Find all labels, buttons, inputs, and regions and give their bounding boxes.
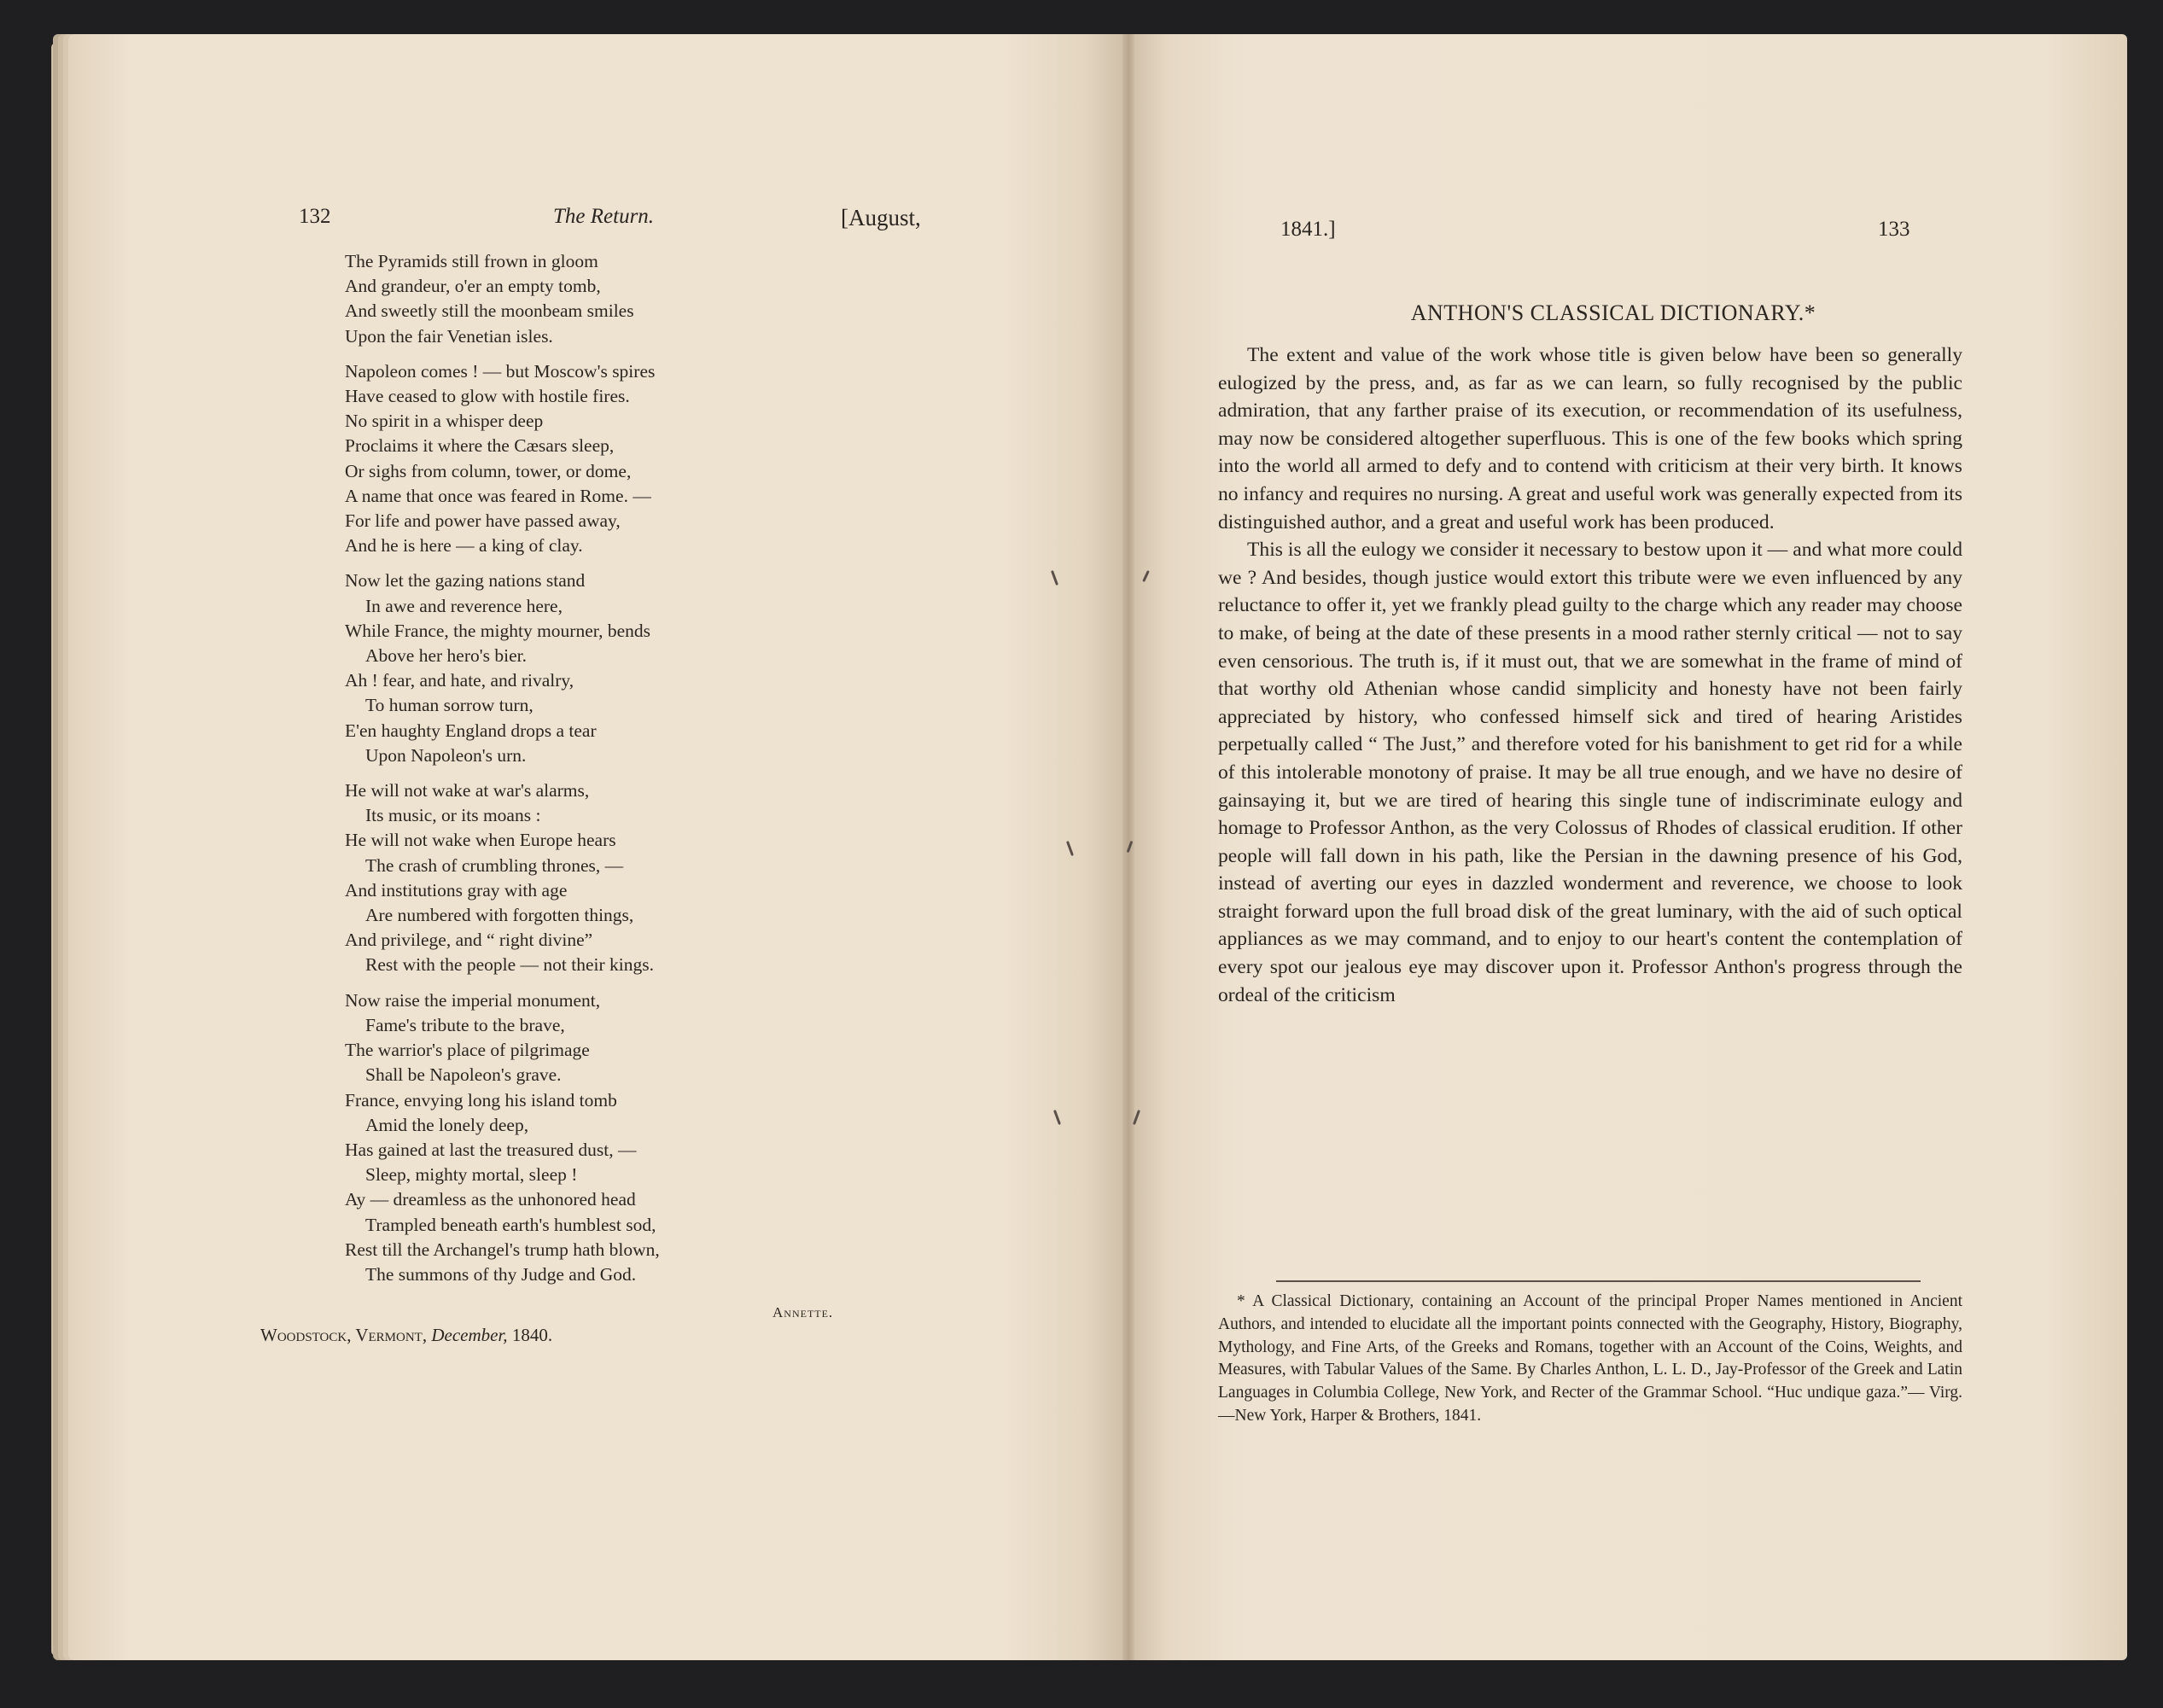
poem-line: Proclaims it where the Cæsars sleep,	[345, 435, 615, 457]
poem-line: Its music, or its moans :	[365, 805, 541, 826]
poem-line: And he is here — a king of clay.	[345, 535, 583, 557]
poem-line: The Pyramids still frown in gloom	[345, 251, 598, 271]
left-page-number: 132	[299, 205, 331, 228]
poem-line: Now let the gazing nations stand	[345, 570, 586, 592]
poem-line: He will not wake at war's alarms,	[345, 780, 590, 802]
page-edges	[51, 43, 70, 1656]
poem-stanza	[345, 249, 857, 349]
poem-stanza	[345, 988, 857, 1287]
poem-line: Fame's tribute to the brave,	[365, 1014, 565, 1035]
poem-line: The crash of crumbling thrones, —	[365, 854, 624, 876]
poem	[345, 249, 857, 1297]
poem-line: Napoleon comes ! — but Moscow's spires	[345, 360, 656, 382]
poem-line: And institutions gray with age	[345, 879, 568, 901]
poem-dateline	[260, 1325, 552, 1346]
poem-line: E'en haughty England drops a tear	[345, 720, 597, 741]
poem-line: No spirit in a whisper deep	[345, 411, 544, 432]
left-date-header: [August,	[841, 205, 921, 230]
poem-signature: Annette.	[772, 1304, 834, 1320]
poem-stanza	[345, 778, 857, 978]
poem-line: Are numbered with forgotten things,	[365, 905, 634, 926]
dateline-year: 1840.	[511, 1325, 553, 1345]
dateline-place: Woodstock, Vermont,	[260, 1325, 428, 1345]
footnote-text: * A Classical Dictionary, containing an Account of the principal Proper Names mentioned in Ancient Authors, and intended to elucidate all the important points connected with the Geography, History, Biography, Mythology, and Fine Arts, of the Greeks and Romans, together with an Account of the Coins, Weights, and Measures, with Tabular Values of the Same. By Charles Anthon, L. L. D., Jay-Professor of the Greek and Latin Languages in Columbia College, New York, and Recter of the Grammar School. “Huc undique gaza.”— Virg.—New York, Harper & Brothers, 1841.	[1218, 1292, 1962, 1425]
poem-line: Have ceased to glow with hostile fires.	[345, 386, 630, 407]
footnote-rule	[1276, 1280, 1921, 1282]
poem-line: In awe and reverence here,	[365, 595, 563, 616]
poem-line: And grandeur, o'er an empty tomb,	[345, 276, 601, 297]
poem-line: For life and power have passed away,	[345, 510, 621, 532]
poem-line: He will not wake when Europe hears	[345, 830, 616, 851]
poem-line: Or sighs from column, tower, or dome,	[345, 460, 632, 481]
right-date-header: 1841.]	[1280, 218, 1336, 241]
poem-line: The warrior's place of pilgrimage	[345, 1040, 590, 1061]
poem-line: Now raise the imperial monument,	[345, 989, 601, 1011]
footnote	[1218, 1291, 1962, 1428]
poem-stanza	[345, 568, 857, 768]
poem-line: And sweetly still the moonbeam smiles	[345, 300, 634, 322]
poem-line: Above her hero's bier.	[365, 645, 527, 667]
poem-line: Amid the lonely deep,	[365, 1114, 529, 1135]
article-paragraph-1: The extent and value of the work whose title is given below have been so generally eulogized by the press, and, as far as we can learn, so fully recognised by the public admiration, that any farther praise of its execution, or recommendation of its usefulness, may now be considered altogether superfluous. This is one of the few books which spring into the world all armed to defy and to contend with criticism at their very birth. It knows no infancy and requires no nursing. A great and useful work was generally expected from its distinguished author, and a great and useful work has been produced.	[1218, 344, 1962, 533]
poem-line: The summons of thy Judge and God.	[365, 1263, 637, 1285]
poem-line: And privilege, and “ right divine”	[345, 930, 593, 951]
poem-line: Ay — dreamless as the unhonored head	[345, 1189, 636, 1210]
poem-line: Shall be Napoleon's grave.	[365, 1064, 562, 1086]
poem-line: While France, the mighty mourner, bends	[345, 620, 650, 641]
article-paragraph-2: This is all the eulogy we consider it necessary to bestow upon it — and what more could we ? And besides, though justice would extort this tribute were we even influenced by any reluctance to offer it, yet we frankly plead guilty to the charge which any reader may choose to make, of being at the date of these presents in a mood rather sternly critical — not to say even censorious. The truth is, if it must out, that we are somewhat in the frame of mind of that worthy old Athenian whose candid simplicity and honesty have not been fairly appreciated by history, who confessed himself sick and tired of hearing Aristides perpetually called “ The Just,” and therefore voted for his banishment to get rid for a while of this intolerable monotony of praise. It may be all true enough, and we have no desire of gainsaying it, but we are tired of hearing this single tune of indiscriminate eulogy and homage to Professor Anthon, as the very Colossus of Rhodes of classical erudition. If other people will fall down in his path, like the Persian in the dawning presence of his God, instead of averting our eyes in dazzled wonderment and reverence, we choose to look straight forward upon the full broad disk of the great luminary, with the aid of such optical appliances as we may command, and to enjoy to our heart's content the contemplation of every spot our jealous eye may discover upon it. Professor Anthon's progress through the ordeal of the criticism	[1218, 539, 1962, 1006]
poem-line: A name that once was feared in Rome. —	[345, 485, 651, 506]
poem-line: Trampled beneath earth's humblest sod,	[365, 1214, 656, 1235]
dateline-month: December,	[431, 1325, 508, 1345]
poem-line: Upon the fair Venetian isles.	[345, 325, 553, 347]
poem-line: Has gained at last the treasured dust, —	[345, 1139, 637, 1160]
poem-line: France, envying long his island tomb	[345, 1089, 617, 1110]
left-running-title: The Return.	[553, 205, 655, 228]
poem-line: Rest with the people — not their kings.	[365, 954, 654, 976]
article-body	[1218, 341, 1962, 1009]
poem-line: Rest till the Archangel's trump hath blown,	[345, 1239, 660, 1260]
article-title: ANTHON'S CLASSICAL DICTIONARY.*	[1410, 300, 1816, 325]
poem-line: To human sorrow turn,	[365, 695, 533, 716]
poem-line: Sleep, mighty mortal, sleep !	[365, 1164, 578, 1186]
poem-line: Ah ! fear, and hate, and rivalry,	[345, 670, 574, 691]
poem-line: Upon Napoleon's urn.	[365, 744, 527, 766]
poem-stanza	[345, 359, 857, 559]
right-page-number: 133	[1878, 218, 1910, 241]
